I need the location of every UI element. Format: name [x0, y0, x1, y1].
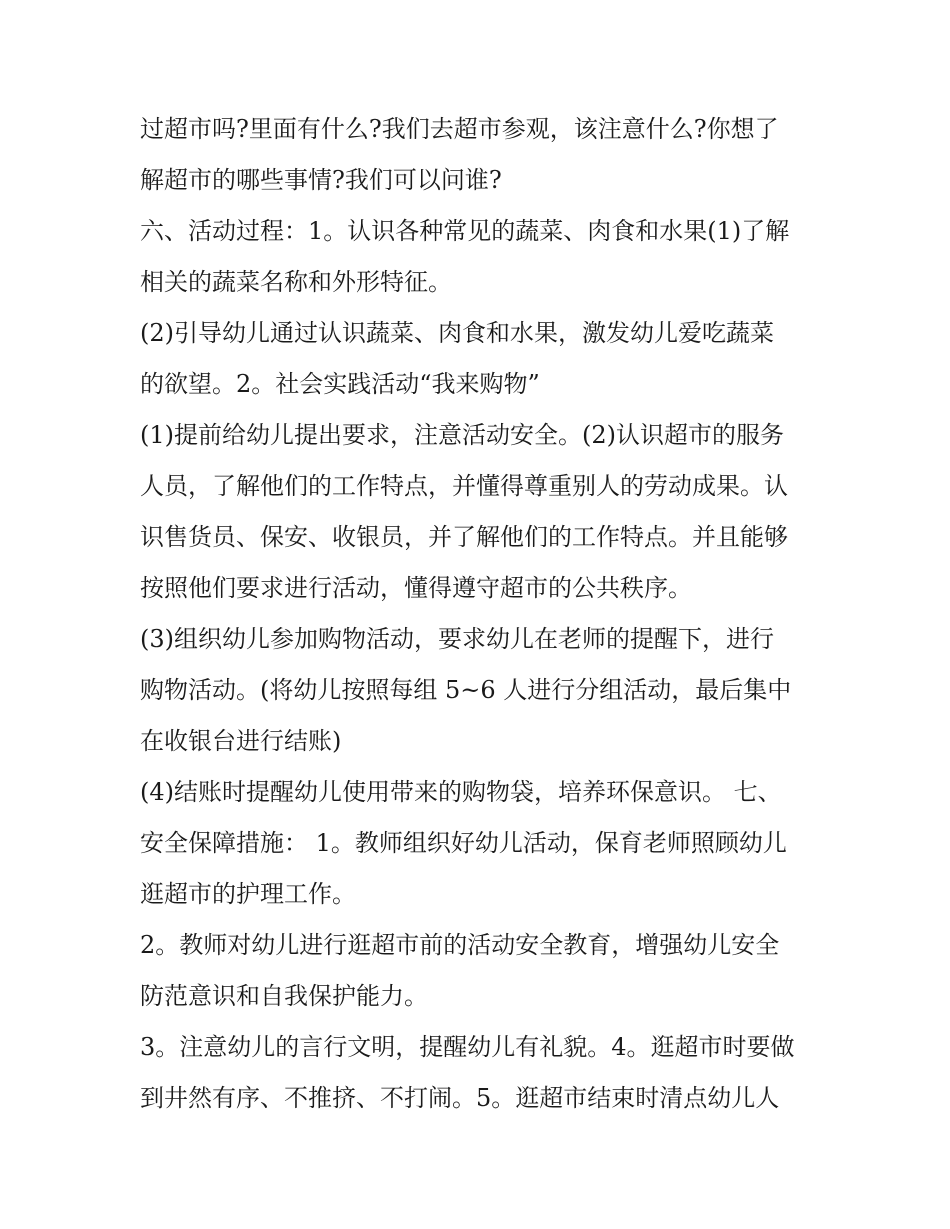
- text-line: 2。教师对幼儿进行逛超市前的活动安全教育，增强幼儿安全: [140, 931, 780, 959]
- text-line: (3)组织幼儿参加购物活动，要求幼儿在老师的提醒下，进行: [140, 625, 774, 653]
- text-line: 安全保障措施： 1。教师组织好幼儿活动，保育老师照顾幼儿: [140, 829, 787, 857]
- text-line: (2)引导幼儿通过认识蔬菜、肉食和水果，激发幼儿爱吃蔬菜: [140, 319, 774, 347]
- text-line: 解超市的哪些事情?我们可以问谁?: [140, 166, 502, 194]
- text-line: 过超市吗?里面有什么?我们去超市参观，该注意什么?你想了: [140, 115, 779, 143]
- text-line: 逛超市的护理工作。: [140, 880, 356, 908]
- document-body: [140, 104, 820, 1124]
- text-line: 识售货员、保安、收银员，并了解他们的工作特点。并且能够: [140, 523, 788, 551]
- text-line: 到井然有序、不推挤、不打闹。5。逛超市结束时清点幼儿人: [140, 1084, 780, 1112]
- text-line: 的欲望。2。社会实践活动“我来购物”: [140, 370, 540, 398]
- text-line: 防范意识和自我保护能力。: [140, 982, 428, 1010]
- text-line: (1)提前给幼儿提出要求，注意活动安全。(2)认识超市的服务: [140, 421, 784, 449]
- text-line: 按照他们要求进行活动，懂得遵守超市的公共秩序。: [140, 574, 692, 602]
- text-line: 六、活动过程：1。认识各种常见的蔬菜、肉食和水果(1)了解: [140, 217, 790, 245]
- text-line: (4)结账时提醒幼儿使用带来的购物袋，培养环保意识。 七、: [140, 778, 782, 806]
- text-line: 在收银台进行结账): [140, 727, 342, 755]
- text-line: 人员，了解他们的工作特点，并懂得尊重别人的劳动成果。认: [140, 472, 788, 500]
- text-line: 3。注意幼儿的言行文明，提醒幼儿有礼貌。4。逛超市时要做: [140, 1033, 795, 1061]
- text-line: 购物活动。(将幼儿按照每组 5~6 人进行分组活动，最后集中: [140, 676, 792, 704]
- text-line: 相关的蔬菜名称和外形特征。: [140, 268, 452, 296]
